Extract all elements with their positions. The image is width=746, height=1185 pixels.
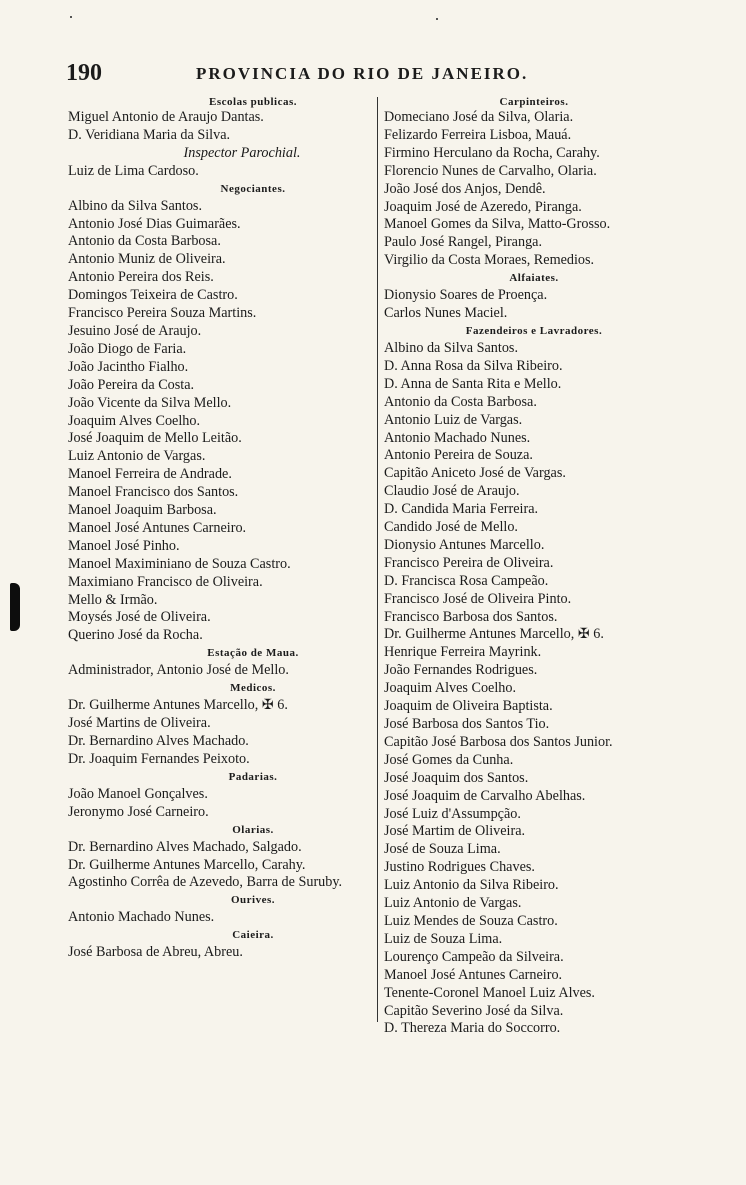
list-entry: Antonio Machado Nunes. [68,909,215,926]
list-entry: Virgilio da Costa Moraes, Remedios. [384,252,595,269]
list-entry: José Gomes da Cunha. [384,751,514,768]
list-entry: Dionysio Soares de Proença. [384,287,548,304]
section-heading: Fazendeiros e Lavradores. [465,324,603,337]
list-entry: Antonio Luiz de Vargas. [384,411,523,428]
list-entry: Dionysio Antunes Marcello. [384,536,545,553]
list-entry: Dr. Bernardino Alves Machado, Salgado. [68,838,302,855]
section-heading: Alfaiates. [509,272,559,285]
section-heading: Medicos. [230,682,276,695]
list-entry: Dr. Guilherme Antunes Marcello, Carahy. [68,856,306,873]
section-heading: Padarias. [228,770,278,783]
list-entry: Henrique Ferreira Mayrink. [384,644,542,661]
list-entry: Antonio da Costa Barbosa. [68,233,221,250]
speck [70,16,72,18]
list-entry: José Joaquim dos Santos. [384,769,529,786]
list-entry: Tenente-Coronel Manoel Luiz Alves. [384,984,595,1001]
list-entry: Luiz Antonio de Vargas. [68,448,206,465]
list-entry: Felizardo Ferreira Lisboa, Mauá. [384,126,572,143]
list-entry: José Martins de Oliveira. [68,715,211,732]
list-entry: Antonio Machado Nunes. [384,429,531,446]
list-entry: Antonio Pereira de Souza. [384,447,533,464]
section-alfaiates [384,270,684,323]
section-ourives [68,892,376,927]
list-entry: Capitão Aniceto José de Vargas. [384,465,566,482]
list-entry: Moysés José de Oliveira. [68,609,211,626]
list-entry: Manoel Gomes da Silva, Matto-Grosso. [384,216,611,233]
list-entry: Manoel Maximiniano de Souza Castro. [68,555,291,572]
section-carpinteiros [384,95,684,270]
list-entry: Joaquim Alves Coelho. [384,680,517,697]
list-entry: Firmino Herculano da Rocha, Carahy. [384,144,600,161]
list-entry: D. Veridiana Maria da Silva. [68,126,231,143]
list-entry: Francisco Pereira Souza Martins. [68,305,257,322]
list-entry: Joaquim Alves Coelho. [68,412,201,429]
list-entry: João Pereira da Costa. [68,376,195,393]
left-column [68,95,376,962]
list-entry: João Jacintho Fialho. [68,358,189,375]
list-entry: D. Anna de Santa Rita e Mello. [384,375,562,392]
section-olarias [68,822,376,893]
section-heading: Negociantes. [220,182,286,195]
list-entry: Mello & Irmão. [68,591,158,608]
list-entry: Francisco Pereira de Oliveira. [384,554,554,571]
list-entry: João Fernandes Rodrigues. [384,662,538,679]
section-heading: Estação de Maua. [207,647,299,660]
section-heading: Escolas publicas. [209,96,297,108]
list-entry: José Martim de Oliveira. [384,823,526,840]
list-entry: José Barbosa dos Santos Tio. [384,716,550,732]
section-medicos [68,680,376,769]
list-entry: Albino da Silva Santos. [384,339,518,356]
list-entry: Luiz Mendes de Souza Castro. [384,912,558,929]
list-entry: Antonio Pereira dos Reis. [68,269,214,286]
list-entry: Carlos Nunes Maciel. [384,305,508,322]
list-entry: Manoel José Antunes Carneiro. [384,966,563,983]
list-entry: D. Anna Rosa da Silva Ribeiro. [384,357,563,374]
list-entry: João Vicente da Silva Mello. [68,394,232,411]
section-fazendeiros-e-lavradores [384,323,684,1038]
section-estacao-de-maua [68,645,376,680]
list-entry: Claudio José de Araujo. [384,483,520,500]
list-entry: Dr. Guilherme Antunes Marcello, ✠ 6. [384,626,604,643]
running-title: PROVINCIA DO RIO DE JANEIRO. [196,64,529,83]
list-entry: Maximiano Francisco de Oliveira. [68,573,263,590]
list-entry: José de Souza Lima. [384,841,501,858]
list-entry: Joaquim de Oliveira Baptista. [384,698,553,715]
list-entry: Domeciano José da Silva, Olaria. [384,109,574,125]
list-entry: Jesuino José de Araujo. [68,322,202,339]
list-entry: Miguel Antonio de Araujo Dantas. [68,109,264,125]
list-entry: Capitão Severino José da Silva. [384,1002,564,1019]
list-entry: Manoel José Pinho. [68,537,180,554]
section-heading: Caieira. [232,929,274,942]
list-entry: Antonio Muniz de Oliveira. [68,251,226,268]
list-entry: Luiz de Souza Lima. [384,930,503,947]
list-entry: José Barbosa de Abreu, Abreu. [68,944,243,961]
list-entry: Manoel Francisco dos Santos. [68,484,239,501]
section-escolas-publicas [68,95,376,145]
right-column [384,95,684,1038]
list-entry: Florencio Nunes de Carvalho, Olaria. [384,162,597,179]
list-entry: Capitão José Barbosa dos Santos Junior. [384,733,613,750]
page-number: 190 [66,60,102,86]
list-entry: Dr. Bernardino Alves Machado. [68,733,249,749]
list-entry: José Joaquim de Carvalho Abelhas. [384,787,586,804]
section-sub-1 [68,145,376,181]
section-padarias [68,769,376,822]
list-entry: Luiz Antonio da Silva Ribeiro. [384,877,559,894]
list-entry: D. Thereza Maria do Soccorro. [384,1020,561,1037]
section-heading: Olarias. [232,823,274,836]
list-entry: Luiz Antonio de Vargas. [384,895,522,912]
list-entry: D. Candida Maria Ferreira. [384,501,539,518]
list-entry: Dr. Joaquim Fernandes Peixoto. [68,750,250,767]
list-entry: Albino da Silva Santos. [68,197,202,214]
list-entry: Lourenço Campeão da Silveira. [384,948,564,965]
list-entry: José Joaquim de Mello Leitão. [68,430,242,447]
list-entry: Agostinho Corrêa de Azevedo, Barra de Suruby. [68,874,343,891]
list-entry: D. Francisca Rosa Campeão. [384,572,549,589]
list-entry: João Diogo de Faria. [68,340,187,357]
list-entry: Manoel José Antunes Carneiro. [68,519,247,536]
section-heading: Carpinteiros. [499,96,569,108]
list-entry: Luiz de Lima Cardoso. [68,162,199,179]
section-heading: Ourives. [230,894,276,907]
list-entry: Administrador, Antonio José de Mello. [68,662,289,679]
section-subheading: Inspector Parochial. [183,144,301,161]
list-entry: Dr. Guilherme Antunes Marcello, ✠ 6. [68,697,288,714]
column-rule [377,97,378,1022]
list-entry: José Luiz d'Assumpção. [384,805,521,822]
margin-ink-mark [10,583,20,631]
list-entry: Jeronymo José Carneiro. [68,803,209,820]
section-negociantes [68,181,376,646]
list-entry: Joaquim José de Azeredo, Piranga. [384,198,582,215]
list-entry: Manoel Joaquim Barbosa. [68,502,217,519]
section-caieira [68,927,376,962]
speck [436,18,438,20]
list-entry: João José dos Anjos, Dendê. [384,180,546,197]
list-entry: Domingos Teixeira de Castro. [68,287,238,304]
list-entry: Paulo José Rangel, Piranga. [384,234,543,251]
list-entry: Francisco Barbosa dos Santos. [384,608,558,625]
list-entry: João Manoel Gonçalves. [68,785,208,802]
list-entry: Candido José de Mello. [384,519,518,536]
list-entry: Francisco José de Oliveira Pinto. [384,590,572,607]
list-entry: Justino Rodrigues Chaves. [384,859,535,876]
list-entry: Antonio José Dias Guimarães. [68,215,241,232]
list-entry: Antonio da Costa Barbosa. [384,393,537,410]
list-entry: Querino José da Rocha. [68,627,203,644]
list-entry: Manoel Ferreira de Andrade. [68,466,232,483]
